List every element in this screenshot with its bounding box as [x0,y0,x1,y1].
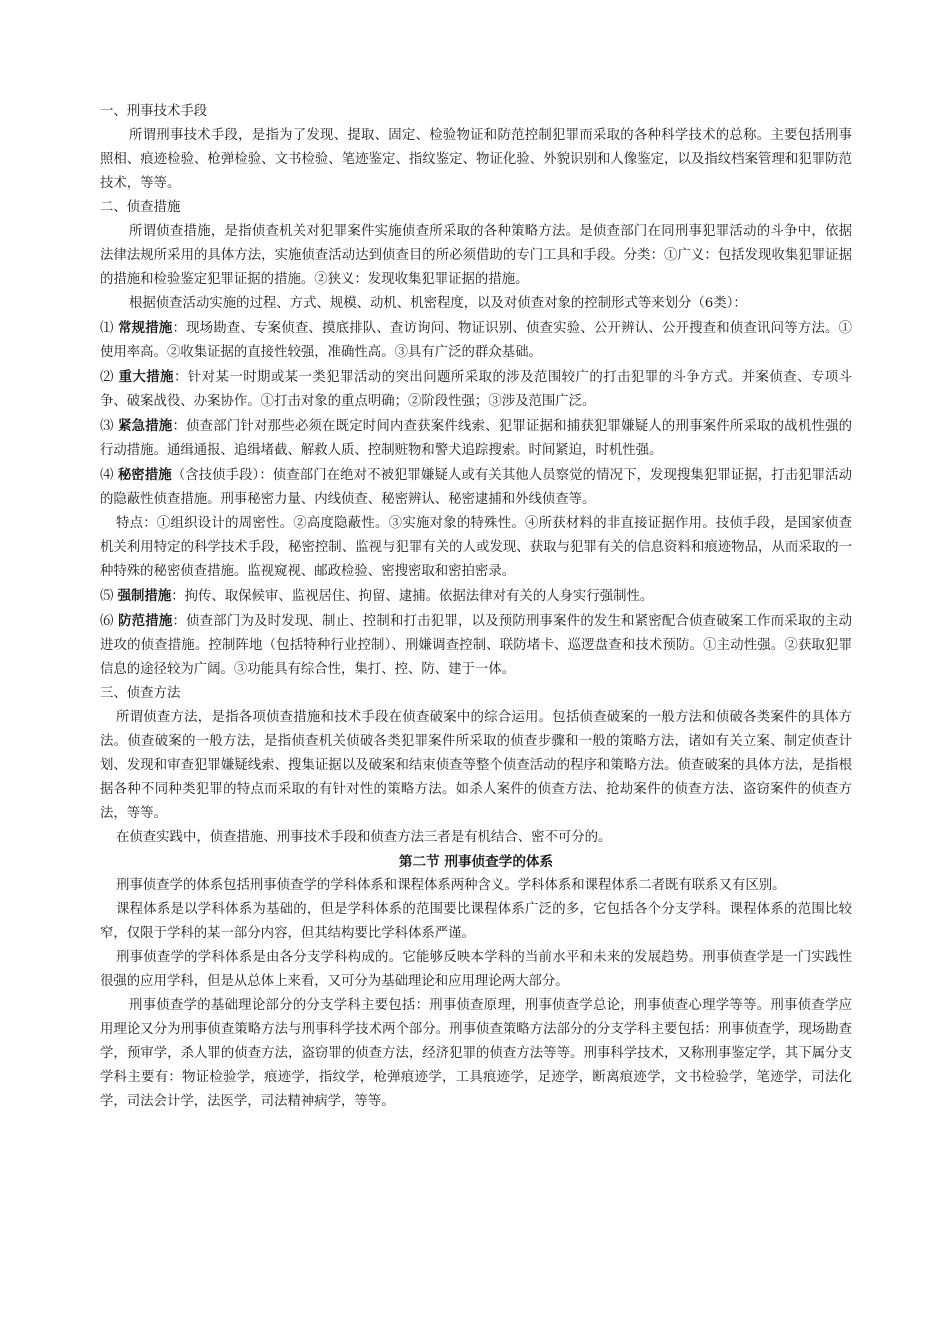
list-item [100,584,852,609]
paragraph-branches: 刑事侦查学的基础理论部分的分支学科主要包括：刑事侦查原理，刑事侦查学总论，刑事侦查心理学等等。刑事侦查学应用理论又分为刑事侦查策略方法与刑事科学技术两个部分。刑事侦查策略方法部分的分支学科主要包括：刑事侦查学，现场勘查学，预审学，杀人罪的侦查方法，盗窃罪的侦查方法，经济犯罪的侦查方法等等。刑事科学技术，又称刑事鉴定学，其下属分支学科主要有：物证检验学，痕迹学，指纹学，枪弹痕迹学，工具痕迹学，足迹学，断离痕迹学，文书检验学，笔迹学，司法化学，司法会计学，法医学，司法精神病学，等等。 [100,998,852,1109]
paragraph-practice: 在侦查实践中，侦查措施、刑事技术手段和侦查方法三者是有机结合、密不可分的。 [116,830,612,845]
item-text: ：针对某一时期或某一类犯罪活动的突出问题所采取的涉及范围较广的打击犯罪的斗争方式。并案侦查、专项斗争、破案战役、办案协作。①打击对象的重点明确；②阶段性强；③涉及范围广泛。 [100,370,853,409]
item-term: 重大措施 [118,369,174,385]
heading-forensic-technology: 一、刑事技术手段 [100,104,208,119]
item-number: ⑴ [100,321,114,336]
item-text: ：拘传、取保候审、监视居住、拘留、逮捕。依据法律对有关的人身实行强制性。 [171,589,654,604]
list-item [100,463,852,512]
item-term: 防范措施 [118,613,173,629]
paragraph-forensic-technology: 所谓刑事技术手段，是指为了发现、提取、固定、检验物证和防范控制犯罪而采取的各种科学技术的总称。主要包括刑事照相、痕迹检验、枪弹检验、文书检验、笔迹鉴定、指纹鉴定、物证化验、外貌识别和人像鉴定，以及指纹档案管理和犯罪防范技术，等等。 [100,128,852,191]
list-item [100,414,852,463]
paragraph-secret-features: 特点：①组织设计的周密性。②高度隐蔽性。③实施对象的特殊性。④所获材料的非直接证据作用。技侦手段，是国家侦查机关利用特定的科学技术手段，秘密控制、监视与犯罪有关的人或发现、获取与犯罪有关的信息资料和痕迹物品，从而采取的一种特殊的秘密侦查措施。监视窥视、邮政检验、密搜密取和密拍密录。 [100,516,852,579]
item-text: ：侦查部门为及时发现、制止、控制和打击犯罪，以及预防刑事案件的发生和紧密配合侦查破案工作而采取的主动进攻的侦查措施。控制阵地（包括特种行业控制）、刑嫌调查控制、联防堵卡、巡逻盘查和技术预防。①主动性强。②获取犯罪信息的途径较为广阔。③功能具有综合性，集打、控、防、建于一体。 [100,614,853,677]
item-term: 常规措施 [118,320,173,336]
document-page [100,100,852,1114]
item-number: ⑸ [100,589,114,604]
paragraph-system-definition: 刑事侦查学的体系包括刑事侦查学的学科体系和课程体系两种含义。学科体系和课程体系二者既有联系又有区别。 [116,878,786,893]
item-number: ⑵ [100,370,114,385]
list-item [100,365,852,414]
item-number: ⑹ [100,614,114,629]
paragraph-investigation-methods: 所谓侦查方法，是指各项侦查措施和技术手段在侦查破案中的综合运用。包括侦查破案的一般方法和侦破各类案件的具体方法。侦查破案的一般方法，是指侦查机关侦破各类犯罪案件所采取的侦查步骤和一般的策略方法，诸如有关立案、制定侦查计划、发现和审查犯罪嫌疑线索、搜集证据以及破案和结束侦查等整个侦查活动的程序和策略方法。侦查破案的具体方法，是指根据各种不同种类犯罪的特点而采取的有针对性的策略方法。如杀人案件的侦查方法、抢劫案件的侦查方法、盗窃案件的侦查方法，等等。 [100,710,852,821]
item-text: ：侦查部门针对那些必须在既定时间内查获案件线索、犯罪证据和捕获犯罪嫌疑人的刑事案件所采取的战机性强的行动措施。通缉通报、追缉堵截、解救人质、控制赃物和警犬追踪搜索。时间紧迫，时机性强。 [100,419,853,458]
item-number: ⑷ [100,468,114,483]
heading-investigation-measures: 二、侦查措施 [100,200,181,215]
paragraph-investigation-measures: 所谓侦查措施，是指侦查机关对犯罪案件实施侦查所采取的各种策略方法。是侦查部门在同刑事犯罪活动的斗争中，依据法律法规所采用的具体方法，实施侦查活动达到侦查目的所必须借助的专门工具和手段。分类：①广义：包括发现收集犯罪证据的措施和检验鉴定犯罪证据的措施。②狭义：发现收集犯罪证据的措施。 [100,224,852,287]
item-term: 强制措施 [117,588,172,604]
section-title: 第二节 刑事侦查学的体系 [398,854,554,870]
item-term: 紧急措施 [118,418,173,434]
item-text: （含技侦手段）：侦查部门在绝对不被犯罪嫌疑人或有关其他人员察觉的情况下，发现搜集犯罪证据，打击犯罪活动的隐蔽性侦查措施。刑事秘密力量、内线侦查、秘密辨认、秘密逮捕和外线侦查等。 [100,468,853,507]
item-text: ：现场勘查、专案侦查、摸底排队、查访询问、物证识别、侦查实验、公开辨认、公开搜查和侦查讯问等方法。①使用率高。②收集证据的直接性较强，准确性高。③具有广泛的群众基础。 [100,321,853,360]
list-item [100,316,852,365]
paragraph-classification: 根据侦查活动实施的过程、方式、规模、动机、机密程度，以及对侦查对象的控制形式等来划分（6类）： [129,296,747,311]
heading-investigation-methods: 三、侦查方法 [100,686,181,701]
item-term: 秘密措施 [117,467,172,483]
paragraph-course-system: 课程体系是以学科体系为基础的，但是学科体系的范围要比课程体系广泛的多，它包括各个分支学科。课程体系的范围比较窄，仅限于学科的某一部分内容，但其结构要比学科体系严谨。 [100,902,852,941]
paragraph-discipline-system: 刑事侦查学的学科体系是由各分支学科构成的。它能够反映本学科的当前水平和未来的发展趋势。刑事侦查学是一门实践性很强的应用学科，但是从总体上来看，又可分为基础理论和应用理论两大部分。 [100,950,852,989]
item-number: ⑶ [100,419,114,434]
list-item [100,609,852,682]
